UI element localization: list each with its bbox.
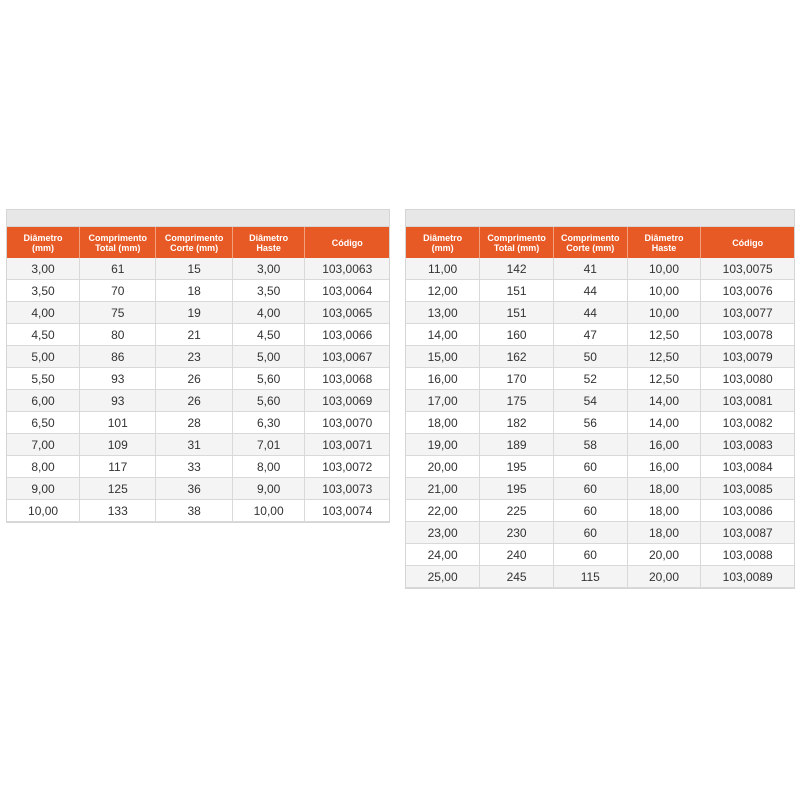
cell-diametro: 5,50 — [7, 368, 80, 390]
cell-codigo: 103,0087 — [701, 522, 794, 544]
right-table-body — [406, 258, 794, 588]
table-row — [406, 566, 794, 588]
cell-diametro: 4,50 — [7, 324, 80, 346]
cell-comprimento-corte: 60 — [553, 456, 627, 478]
cell-comprimento-total: 151 — [480, 280, 554, 302]
cell-diametro-haste: 10,00 — [627, 280, 701, 302]
cell-comprimento-total: 189 — [480, 434, 554, 456]
cell-diametro: 3,50 — [7, 280, 80, 302]
cell-comprimento-corte: 26 — [156, 368, 232, 390]
cell-comprimento-total: 142 — [480, 258, 554, 280]
cell-comprimento-corte: 33 — [156, 456, 232, 478]
cell-codigo: 103,0076 — [701, 280, 794, 302]
cell-comprimento-corte: 15 — [156, 258, 232, 280]
cell-comprimento-total: 125 — [80, 478, 156, 500]
table-row — [7, 434, 389, 456]
cell-comprimento-corte: 54 — [553, 390, 627, 412]
cell-comprimento-corte: 56 — [553, 412, 627, 434]
cell-codigo: 103,0078 — [701, 324, 794, 346]
cell-comprimento-total: 160 — [480, 324, 554, 346]
cell-diametro-haste: 18,00 — [627, 500, 701, 522]
cell-comprimento-corte: 60 — [553, 478, 627, 500]
cell-diametro: 6,00 — [7, 390, 80, 412]
cell-codigo: 103,0066 — [305, 324, 389, 346]
cell-comprimento-corte: 23 — [156, 346, 232, 368]
cell-comprimento-total: 117 — [80, 456, 156, 478]
table-row — [406, 522, 794, 544]
cell-diametro: 3,00 — [7, 258, 80, 280]
cell-diametro: 12,00 — [406, 280, 480, 302]
cell-diametro-haste: 12,50 — [627, 346, 701, 368]
header-comprimento-total: Comprimento Total (mm) — [480, 227, 554, 258]
header-comprimento-corte: Comprimento Corte (mm) — [156, 227, 232, 258]
cell-comprimento-corte: 36 — [156, 478, 232, 500]
cell-comprimento-corte: 60 — [553, 500, 627, 522]
table-row — [7, 500, 389, 522]
left-header-row — [7, 227, 389, 258]
cell-diametro: 9,00 — [7, 478, 80, 500]
cell-codigo: 103,0081 — [701, 390, 794, 412]
cell-diametro: 18,00 — [406, 412, 480, 434]
cell-codigo: 103,0075 — [701, 258, 794, 280]
cell-diametro: 20,00 — [406, 456, 480, 478]
cell-diametro-haste: 14,00 — [627, 390, 701, 412]
left-table-panel — [6, 209, 390, 523]
header-diametro-haste: Diâmetro Haste — [232, 227, 305, 258]
cell-comprimento-corte: 60 — [553, 544, 627, 566]
cell-comprimento-corte: 31 — [156, 434, 232, 456]
left-table-top-bar — [7, 210, 389, 227]
cell-diametro-haste: 10,00 — [232, 500, 305, 522]
cell-comprimento-total: 170 — [480, 368, 554, 390]
cell-diametro-haste: 3,50 — [232, 280, 305, 302]
cell-diametro-haste: 10,00 — [627, 258, 701, 280]
cell-diametro: 10,00 — [7, 500, 80, 522]
table-row — [406, 280, 794, 302]
table-row — [406, 544, 794, 566]
cell-comprimento-corte: 26 — [156, 390, 232, 412]
table-row — [406, 258, 794, 280]
cell-comprimento-corte: 21 — [156, 324, 232, 346]
cell-diametro-haste: 4,50 — [232, 324, 305, 346]
header-diametro: Diâmetro (mm) — [406, 227, 480, 258]
table-row — [406, 412, 794, 434]
cell-codigo: 103,0089 — [701, 566, 794, 588]
table-row — [406, 346, 794, 368]
cell-codigo: 103,0073 — [305, 478, 389, 500]
cell-codigo: 103,0082 — [701, 412, 794, 434]
cell-comprimento-total: 230 — [480, 522, 554, 544]
header-codigo: Código — [701, 227, 794, 258]
cell-diametro-haste: 8,00 — [232, 456, 305, 478]
cell-comprimento-corte: 41 — [553, 258, 627, 280]
table-row — [7, 280, 389, 302]
cell-codigo: 103,0072 — [305, 456, 389, 478]
cell-codigo: 103,0088 — [701, 544, 794, 566]
cell-diametro-haste: 7,01 — [232, 434, 305, 456]
cell-diametro: 6,50 — [7, 412, 80, 434]
cell-codigo: 103,0086 — [701, 500, 794, 522]
table-row — [7, 390, 389, 412]
cell-diametro: 23,00 — [406, 522, 480, 544]
table-row — [406, 434, 794, 456]
cell-codigo: 103,0069 — [305, 390, 389, 412]
cell-codigo: 103,0071 — [305, 434, 389, 456]
header-diametro: Diâmetro (mm) — [7, 227, 80, 258]
cell-comprimento-total: 70 — [80, 280, 156, 302]
table-row — [406, 324, 794, 346]
cell-diametro-haste: 10,00 — [627, 302, 701, 324]
cell-diametro-haste: 5,60 — [232, 368, 305, 390]
cell-diametro-haste: 3,00 — [232, 258, 305, 280]
cell-diametro-haste: 12,50 — [627, 368, 701, 390]
cell-diametro-haste: 4,00 — [232, 302, 305, 324]
cell-codigo: 103,0079 — [701, 346, 794, 368]
cell-comprimento-corte: 47 — [553, 324, 627, 346]
right-table-top-bar — [406, 210, 794, 227]
table-row — [406, 500, 794, 522]
cell-comprimento-total: 80 — [80, 324, 156, 346]
cell-diametro-haste: 5,00 — [232, 346, 305, 368]
cell-comprimento-corte: 19 — [156, 302, 232, 324]
cell-comprimento-total: 93 — [80, 390, 156, 412]
cell-comprimento-total: 240 — [480, 544, 554, 566]
cell-diametro: 21,00 — [406, 478, 480, 500]
table-row — [7, 456, 389, 478]
cell-comprimento-corte: 18 — [156, 280, 232, 302]
right-header-row — [406, 227, 794, 258]
cell-codigo: 103,0074 — [305, 500, 389, 522]
header-diametro-haste: Diâmetro Haste — [627, 227, 701, 258]
cell-diametro: 5,00 — [7, 346, 80, 368]
cell-comprimento-corte: 115 — [553, 566, 627, 588]
cell-diametro-haste: 18,00 — [627, 478, 701, 500]
cell-diametro-haste: 14,00 — [627, 412, 701, 434]
cell-codigo: 103,0064 — [305, 280, 389, 302]
cell-comprimento-total: 75 — [80, 302, 156, 324]
cell-codigo: 103,0065 — [305, 302, 389, 324]
cell-comprimento-corte: 38 — [156, 500, 232, 522]
table-row — [7, 412, 389, 434]
cell-codigo: 103,0067 — [305, 346, 389, 368]
cell-diametro-haste: 16,00 — [627, 434, 701, 456]
cell-diametro: 24,00 — [406, 544, 480, 566]
cell-comprimento-total: 133 — [80, 500, 156, 522]
cell-comprimento-corte: 28 — [156, 412, 232, 434]
cell-comprimento-total: 162 — [480, 346, 554, 368]
cell-diametro: 4,00 — [7, 302, 80, 324]
table-row — [7, 478, 389, 500]
cell-diametro-haste: 5,60 — [232, 390, 305, 412]
table-row — [7, 324, 389, 346]
right-table-panel — [405, 209, 795, 589]
table-row — [406, 478, 794, 500]
cell-comprimento-total: 86 — [80, 346, 156, 368]
table-row — [7, 368, 389, 390]
left-spec-table — [7, 227, 389, 522]
cell-diametro-haste: 6,30 — [232, 412, 305, 434]
cell-diametro-haste: 18,00 — [627, 522, 701, 544]
header-comprimento-corte: Comprimento Corte (mm) — [553, 227, 627, 258]
table-row — [406, 368, 794, 390]
cell-comprimento-corte: 52 — [553, 368, 627, 390]
cell-comprimento-total: 109 — [80, 434, 156, 456]
cell-diametro: 7,00 — [7, 434, 80, 456]
cell-codigo: 103,0077 — [701, 302, 794, 324]
cell-diametro: 15,00 — [406, 346, 480, 368]
cell-diametro: 16,00 — [406, 368, 480, 390]
cell-comprimento-corte: 50 — [553, 346, 627, 368]
cell-codigo: 103,0068 — [305, 368, 389, 390]
left-table-body — [7, 258, 389, 522]
cell-diametro: 17,00 — [406, 390, 480, 412]
cell-comprimento-corte: 44 — [553, 302, 627, 324]
cell-diametro: 13,00 — [406, 302, 480, 324]
table-row — [7, 346, 389, 368]
cell-diametro-haste: 12,50 — [627, 324, 701, 346]
cell-diametro-haste: 20,00 — [627, 566, 701, 588]
cell-comprimento-total: 93 — [80, 368, 156, 390]
cell-codigo: 103,0080 — [701, 368, 794, 390]
cell-comprimento-corte: 60 — [553, 522, 627, 544]
cell-comprimento-corte: 44 — [553, 280, 627, 302]
header-codigo: Código — [305, 227, 389, 258]
cell-comprimento-total: 195 — [480, 456, 554, 478]
table-row — [406, 302, 794, 324]
table-row — [406, 390, 794, 412]
cell-diametro-haste: 20,00 — [627, 544, 701, 566]
cell-codigo: 103,0085 — [701, 478, 794, 500]
cell-diametro-haste: 9,00 — [232, 478, 305, 500]
cell-comprimento-total: 225 — [480, 500, 554, 522]
cell-diametro: 14,00 — [406, 324, 480, 346]
cell-comprimento-total: 61 — [80, 258, 156, 280]
cell-diametro: 8,00 — [7, 456, 80, 478]
cell-comprimento-total: 182 — [480, 412, 554, 434]
cell-codigo: 103,0070 — [305, 412, 389, 434]
cell-codigo: 103,0084 — [701, 456, 794, 478]
cell-comprimento-total: 195 — [480, 478, 554, 500]
cell-diametro: 11,00 — [406, 258, 480, 280]
cell-comprimento-total: 151 — [480, 302, 554, 324]
cell-diametro: 25,00 — [406, 566, 480, 588]
header-comprimento-total: Comprimento Total (mm) — [80, 227, 156, 258]
cell-comprimento-total: 245 — [480, 566, 554, 588]
table-row — [406, 456, 794, 478]
right-spec-table — [406, 227, 794, 588]
cell-codigo: 103,0063 — [305, 258, 389, 280]
table-row — [7, 258, 389, 280]
cell-comprimento-corte: 58 — [553, 434, 627, 456]
cell-diametro: 19,00 — [406, 434, 480, 456]
cell-codigo: 103,0083 — [701, 434, 794, 456]
cell-diametro: 22,00 — [406, 500, 480, 522]
table-row — [7, 302, 389, 324]
cell-comprimento-total: 175 — [480, 390, 554, 412]
cell-diametro-haste: 16,00 — [627, 456, 701, 478]
cell-comprimento-total: 101 — [80, 412, 156, 434]
